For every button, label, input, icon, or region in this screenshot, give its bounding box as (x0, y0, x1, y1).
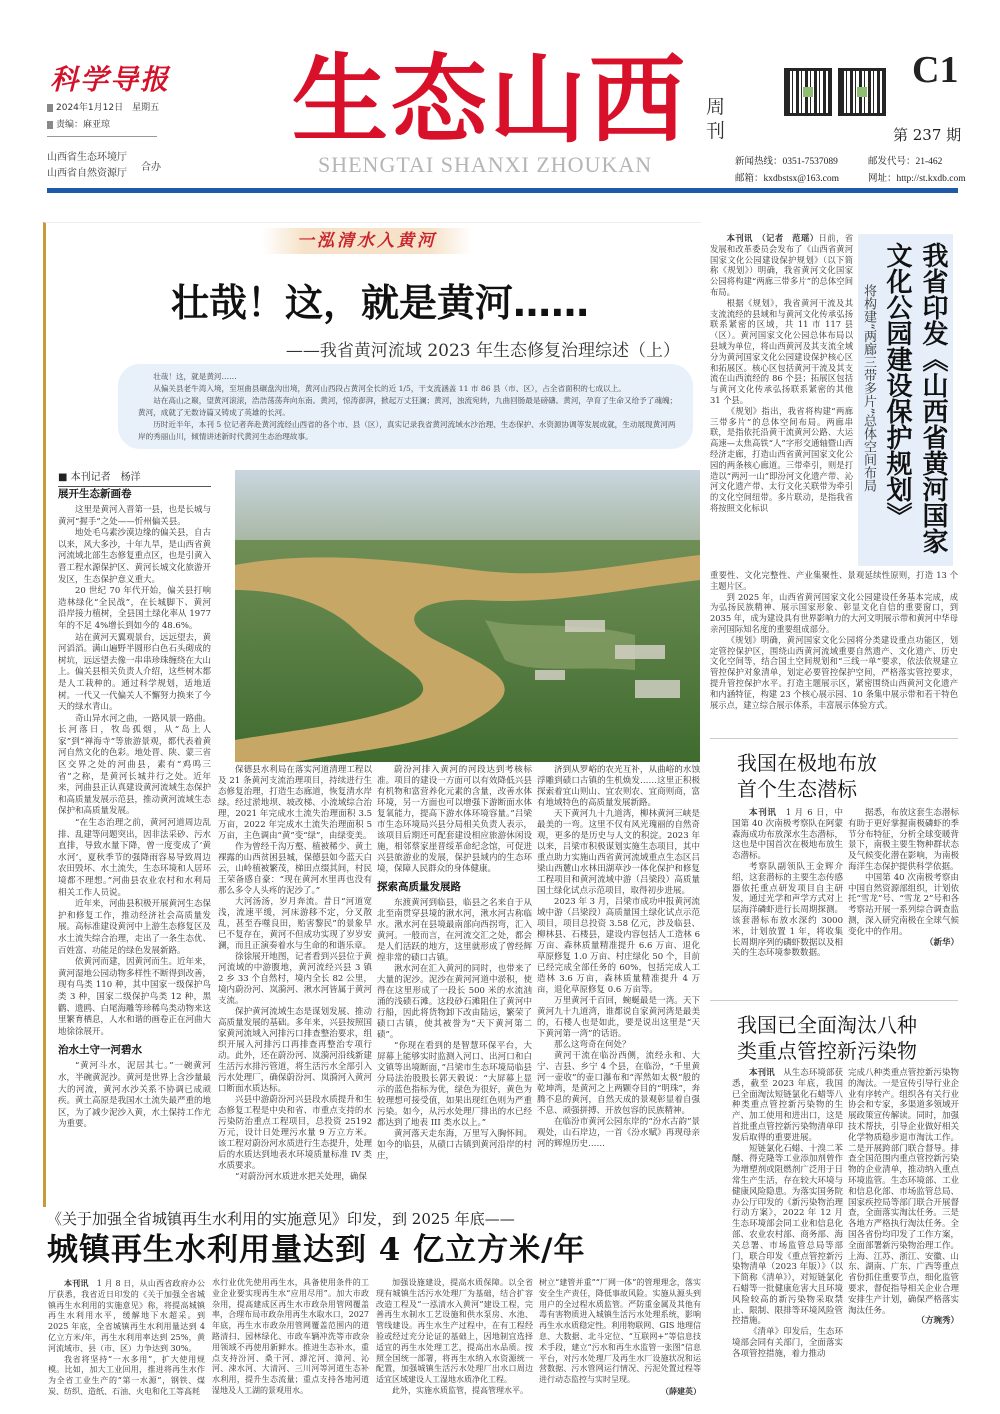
paragraph: 据悉，布放这套生态潜标有助于更好掌握南极磷虾的季节分布特征，分析全球变暖背景下，南极主要生物种群状态及气候变化潜在影响，为南极海洋生态保护提供科学依据。 (848, 808, 959, 872)
culture-park-headline-box (858, 234, 953, 566)
issue-number: 第 237 期 (893, 126, 962, 144)
paragraph: 湫水河在汇入黄河的同时，也带来了大量的泥沙。泥沙在黄河河道中淤积，使得在这里形成了一段长 500 米的水流汹涌的浅碛石滩。这段砂石滩阻住了黄河中行船，因此将货物卸下改由陆运，繁荣了碛口古镇，使其被誉为“天下黄河第二碛”。 (377, 964, 532, 1040)
lead-column-2 (218, 765, 372, 1183)
paragraph: 从生态环境部获悉，截至 2023 年底，我国已全面淘汰短链氯化石蜡等八种类重点管控新污染物的生产、加工使用和进出口，这是首批重点管控新污染物清单印发后取得的重要进展。 (732, 1068, 843, 1143)
source-credit: （方琬秀） (916, 1316, 959, 1327)
weekly-label: 周刊 (706, 96, 726, 142)
water-column-3 (376, 1278, 533, 1397)
pollutants-column-2 (848, 1068, 959, 1327)
paragraph: “你现在看到的是智慧环保平台，大屏幕上能够实时监测入河口、出河口和白文镇等出境断面，”吕梁市生态环境局临县分局法治股股长郭天毅说：“大屏幕上显示的蓝色指标为优，绿色为很好，黄色为较理想可接受值，如果出现红色则为严重污染。如今，从污水处理厂排出的水已经都达到了地表 III 类水以上。” (377, 1041, 532, 1128)
polar-column-2 (848, 808, 959, 948)
paragraph: 地处毛乌素沙漠边缘的偏关县，自古以来，风大多沙，十年九旱，是山西省黄河流域北部生态修复重点区，也是引黄入晋工程水源保护区、黄河长城文化旅游开发区，生态保护意义重大。 (58, 528, 212, 585)
paragraph: 天下黄河九十九道湾，柳林黄河三峡是最美的一弯。这里不仅有风光瑰丽的自然奇观，更多的是历史与人文的积淀。2023 年以来，吕梁市积极谋划实施生态项目，其中重点助力实施山西省黄河流域重点生态区吕梁山西麓山水林田湖草沙一体化保护和修复工程项目和黄河流域中游（吕梁段）高质量国土绿化试点示范项目，取得初步进展。 (537, 809, 700, 896)
sponsor: 山西省生态环境厅 (47, 152, 127, 163)
lead-column-3 (377, 765, 532, 1162)
dateline: 本刊讯 (749, 808, 777, 818)
masthead-rule (47, 188, 958, 193)
byline: ■ 本刊记者 杨洋 (58, 468, 211, 487)
paragraph: 兴县中游蔚汾河兴县段水质提升和生态修复工程是中央和省、市重点支持的水污染防治重点工程项目，总投资 25192 万元，设计日处理污水量 9 万立方米。该工程对蔚汾河水质进行生态提升，处理后的水质达到地表水环境质量标准 IV 类水质要求。 (218, 1095, 372, 1171)
source-credit: （薛建英） (661, 1385, 701, 1396)
culture-park-subtitle: 将构建“两廊三带多片”总体空间布局 (861, 284, 876, 493)
paragraph: 保护黄河流域生态是谋划发展、推动高质量发展的基础。多年来，兴县按照国家黄河流域入河排污口排查整治要求，组织开展入河排污口再排查再整治专项行动。此外，还在蔚汾河、岚漪河沿线新建生活污水排污管道，将生活污水全部引入污水处理厂，确保蔚汾河、岚漪河入黄河口断面水质达标。 (218, 1007, 372, 1094)
lead-subtitle: ——我省黄河流域 2023 年生态修复治理综述（上） (285, 341, 680, 361)
paragraph: 水行业优先使用再生水，具备使用条件的工业企业要实现再生水“应用尽用”。加大市政杂用，提高建成区再生水市政杂用管网覆盖率，合理布局市政杂用再生水取水口，2027 年底，再生水市政杂用管网覆盖范围内的道路清扫、园林绿化、市政车辆冲洗等市政杂用领域不再使用新鲜水。推进生态补水，重点支持汾河、桑干河、滹沱河、漳河、沁河、涑水河、大清河、三川河等河道生态补水利用，提升生态流量；重点支持各地河道湿地及人工湖的景观用水。 (212, 1278, 369, 1395)
source-credit: （新华） (924, 937, 959, 948)
lead-intro (118, 364, 693, 449)
divider (710, 738, 958, 739)
paragraph: 到 2025 年，山西省黄河国家文化公园建设任务基本完成，成为弘扬民族精神、展示国家形象、彰显文化自信的重要窗口，到 2035 年，成为建设具有世界影响力的大河文明展示带和黄河中华母亲河国际知名度的重要组成部分。 (710, 591, 958, 634)
paragraph: 作为曾经千沟万壑、植被稀少、黄土裸露的山西贫困县城，保德县如今蓝天白云，山岭植被繁茂，梯田点缀其间，村民王荣备感自豪：“现在黄河水里再也没有那么多令人头疼的泥沙了。” (218, 842, 372, 896)
sponsor: 山西省自然资源厅 (47, 168, 127, 179)
section-subhead: 治水土守一河碧水 (58, 1044, 142, 1057)
paragraph: 2023 年 3 月，吕梁市成功申报黄河流域中游（吕梁段）高质量国土绿化试点示范项目，项目总投资 3.58 亿元，涉及临县、柳林县、石楼县，建设内容包括人工造林 6 万亩、森林质量精准提升 6.6 万亩、退化草原修复 1.0 万亩、村庄绿化 50 个，目前已经完成全部任务的 60%，包括完成人工造林 3.6 万亩，森林质量精准提升 4 万亩，退化草原修复 0.6 万亩等。 (537, 897, 700, 995)
date-text: 2024年1月12日 星期五 (56, 103, 160, 113)
masthead-title: 生态山西 (292, 43, 688, 156)
water-kicker: 《关于加强全省城镇再生水利用的实施意见》印发，到 2025 年底—— (47, 1210, 515, 1228)
intro-paragraph: 历时近半年，本刊 5 位记者奔赴黄河流经山西省的各个市、县（区），真实记录我省黄河流域水沙治理、生态保护、水资源协调等发展成就，生动展现黄河两岸的秀丽山川，倾情讲述新时代黄河生态治理故事。 (138, 420, 676, 441)
paragraph: 《规划》明确，黄河国家文化公园将分类建设重点功能区，划定管控保护区，围绕山西黄河流域重要自然遗产、文化遗产、历史文化空间等，结合国土空间规划和“三线一单”要求，依法依规建立管控保护对象清单，划定必要管控保护空间，严格落实管控要求，提升管控保护水平。打造主题展示区，紧密围绕山西黄河文化遗产和内涵特征，构建 23 个核心展示园、10 条集中展示带和若干特色展示点，建立综合展示体系，丰富展示体验方式。 (710, 634, 958, 710)
paragraph: 考察队副领队王金辉介绍，这套潜标的主要生态传感器依托重点研发项目自主研发，通过光学和声学方式对上层海洋磷虾进行长周期探测。该套潜标布放水深约 3000 米，计划放置 1 年，将收集长周期序列的磷虾数据以及相关的生态环境参数数据。 (732, 861, 843, 959)
website[interactable]: 网址：http://st.kxdb.com (868, 174, 966, 184)
page-number: C1 (912, 49, 959, 91)
paragraph: 加强设施建设，提高水质保障。以全省现有城镇生活污水处理厂为基础，结合扩容改造工程及“一泓清水入黄河”建设工程，完善再生水制水工艺设施和供水泵房、水池、管线建设。再生水生产过程中，在有工程经验或经过充分论证的基础上，因地制宜选择适宜的再生水处理工艺，提高出水品质。按照全国统一部署，将再生水纳入水资源统一配置，加强城镇生活污水处理厂出水口周边适宜区域建设人工湿地水质净化工程。 (376, 1278, 533, 1385)
water-headline: 城镇再生水利用量达到 4 亿立方米/年 (47, 1232, 586, 1268)
sponsors (47, 150, 127, 182)
divider (47, 136, 157, 137)
paragraph: 黄河落天走东海，万里写入胸怀间。如今的临县，从碛口古镇到黄河沿岸的村庄， (377, 1129, 532, 1161)
paragraph: 树立“建管并重”“厂网一体”的管理理念，落实安全生产责任，降低事故风险。实施从源头到用户的全过程水质监管。严防重金属及其他有毒有害物质进入城镇生活污水处理系统，影响再生水水质稳定性。利用物联网、GIS 地理信息、大数据、北斗定位、“互联网+”等信息技术手段，建立“污水和再生水监管一张图”信息平台，对污水处理厂及再生水厂设施状况和运营数据、污水管网运行情况、污泥处置过程等进行动态监控与实时呈现。 (539, 1278, 701, 1385)
paragraph: 黄河干流在临汾西侧，流经永和、大宁、吉县、乡宁 4 个县，在临汾，“千里黄河一壶收”的壶口瀑布和“浑然如太极”般的乾坤湾，是黄河之上两颗夺目的“明珠”，奔腾不息的黄河，自然天成的景观彰显着自强不息、顽强拼搏、开放包容的民族精神。 (537, 1051, 700, 1116)
cohost-label: 合办 (141, 162, 161, 173)
divider (710, 1000, 958, 1001)
section-subhead: 探索高质量发展路 (377, 881, 461, 893)
qr-code-icon (784, 68, 832, 116)
paragraph: “对蔚汾河水质进水把关处理，确保 (235, 1172, 367, 1182)
pollutants-headline: 我国已全面淘汰八种类重点管控新污染物 (737, 1013, 917, 1063)
issue-date (47, 100, 159, 113)
editor-text: 责编：麻亚琼 (56, 120, 111, 130)
dateline: 本刊讯 （记者 范瑶） (726, 233, 819, 243)
sky (235, 470, 700, 540)
polar-headline: 我国在极地布放首个生态潜标 (737, 751, 877, 801)
paragraph: 1 月 6 日，中国第 40 次南极考察队在阿蒙森海成功布放深水生态潜标，这也是中国首次在极地布放生态潜标。 (732, 808, 843, 862)
intro-paragraph: 从偏关县老牛湾入境，至垣曲县碾盘沟出境，黄河山西段占黄河全长的近 1/5，干支流涵盖 11 市 86 县（市、区），占全省面积的七成以上。 (153, 384, 626, 393)
hotline: 新闻热线：0351-7537089 (735, 157, 838, 167)
byline-text: 本刊记者 杨洋 (70, 472, 141, 483)
section-banner: 一泓清水入黄河 (262, 228, 472, 254)
paragraph: 济到从罗峪的农光互补，从曲峪的水蚀浮雕到碛口古镇的生机焕发……这里正积极探索着宜山则山、宜农则农、宜商则商，富有地域特色的高质量发展新路。 (537, 765, 700, 808)
lead-column-1 (58, 488, 211, 1131)
paragraph: 《清单》印发后，生态环境部会同有关部门，全面落实各项管控措施，着力推动 (732, 1327, 843, 1359)
email: 邮箱：kxdbstsx@163.com (735, 174, 840, 184)
editor (47, 117, 110, 130)
paragraph: 站在黄河天翼观景台，远远望去，黄河滔滔。满山遍野半圆形白色石头砌成的树坑，远远望去像一串串珍珠缠绕在大山上。偏关县相关负责人介绍，这些树木都是人工栽种的。通过科学规划，适地适树。一代又一代偏关人不懈努力换来了今天的绿水青山。 (58, 632, 212, 713)
qr-code-icon (838, 68, 886, 116)
masthead-english: SHENGTAI SHANXI ZHOUKAN (318, 152, 653, 177)
paragraph: 徐徐展开地图，记者看到兴县位于黄河流域的中游腹地，黄河流经兴县 3 镇 2 乡 33 个自然村，境内全长 82 公里，境内蔚汾河、岚漪河、湫水河皆属于黄河支流。 (218, 952, 372, 1006)
paragraph: 近年来，河曲县积极开展黄河生态保护和修复工作，推动经济社会高质量发展。高标准建设黄河中上游生态修复区及水土流失综合治理，走出了一条生态优、百姓富、功能足的绿色发展新路。 (58, 899, 212, 956)
paragraph: 完成八种类重点管控新污染物的淘汰。一是宣传引导行业企业有序转产。组织各有关行业协会和专家，多渠道多领域开展政策宣传解读。同时，加强技术帮扶，引导企业做好相关化学物质稳步退市淘汰工作。二是开展跨部门联合督导。排查全国范围内重点管控新污染物的企业清单，推动纳入重点环境监管。生态环境部、工业和信息化部、市场监管总局、国家疾控局等部门联合开展督查，全面落实淘汰任务。三是各地方严格执行淘汰任务。全国各省份均印发了工作方案，全面部署新污染物治理工作。上海、江苏、浙江、安徽、山东、湖南、广东、广西等重点省份抓住重要节点，细化监管要求，督促指导相关企业合理安排生产计划，确保严格落实淘汰任务。 (848, 1068, 959, 1316)
paragraph: 奇山异水河之曲，一路风景一路曲。长河落日，牧岛孤烟，从“岛上人家”到“禅海寺”等旅游景观，都代表着黄河自然文化的色彩。地处晋、陕、蒙三省区交界之处的河曲县，素有“鸡鸣三省”之称，是黄河长城并行之处。近年来，河曲县正认真建设黄河流域生态保护和高质量发展示范县，推动黄河流域生态保护和高质量发展。 (58, 713, 212, 817)
culture-park-continued (710, 570, 958, 710)
paragraph: 那么这弯奇在何处？ (554, 1040, 631, 1050)
paragraph: 根据《规划》，我省黄河干流及其支流流经的县域和与黄河文化传承弘扬联系紧密的区域，共 11 市 117 县（区）。黄河国家文化公园总体布局以县域为单位，将山西黄河及其支流全域分为黄河国家文化公园建设保护核心区和拓展区。核心区包括黄河干流及其支流在山西流经的 86 个县；拓展区包括与黄河文化传承弘扬联系紧密的其他 31 个县。 (710, 297, 853, 405)
paragraph: 万里黄河千百回，蜿蜒最是一湾。天下黄河九十九道湾，谁都说自家黄河湾是最美的，石楼人也是如此，要是说出这里是“天下黄河第一湾”的话语。 (537, 996, 700, 1039)
dateline: 本刊讯 (749, 1068, 775, 1078)
paragraph: 大河汤汤，岁月奔流。昔日“河道宽浅，流速平缓，河床游移不定，分叉散乱，甚至吞噬良田，贻害黎民”的景象早已不复存在，黄河不但成功实现了岁岁安澜，而且正演奏着水与生命的和谐乐章。 (218, 897, 372, 951)
postcode: 邮发代号：21-462 (868, 157, 943, 167)
paragraph: 重要性、文化完整性、产业集聚性、景观延续性原则，打造 13 个主题片区。 (710, 570, 958, 591)
intro-paragraph: 站在高山之巅，望黄河滚滚，浩浩荡荡奔向东南。黄河，惊涛澎湃，掀起万丈狂澜；黄河，浊流宛转，九曲回肠最是磅礴。黄河，孕育了生命又给予了魂魄；黄河，成就了无数诗篇又铸成了英雄的长河。 (138, 396, 678, 417)
yellow-river-photo (235, 470, 700, 762)
paragraph: 我省将坚持“一水多用”，扩大使用规模。比如，加大工业回用，推进将再生水作为全省工业生产的“第一水源”，钢铁、煤炭、纺织、造纸、石油、火电和化工等高耗 (48, 1354, 205, 1396)
paper-logo: 科学导报 (50, 63, 171, 96)
paragraph: 这里是黄河入晋第一县，也是长城与黄河“握手”之处——忻州偏关县。 (58, 505, 212, 527)
water-column-1 (48, 1278, 205, 1398)
paragraph: 在临汾市黄河公园东岸的“汾水古韵”景观处，山石岸边，一首《汾水赋》再现母亲河的辉煌历史…… (537, 1117, 700, 1149)
lead-headline: 壮哉！这，就是黄河…… (170, 281, 589, 325)
paragraph: “在生态治理之前，黄河河道周边乱排、乱建等问题突出，因非法采砂、污水直排，导致水量下降，曾一度变成了‘黄水河’，夏秋季节的强降雨容易导致周边农田毁坏、水土流失，生态环境和人居环境都不理想。”河曲县农业农村和水利局相关工作人员说。 (58, 818, 212, 898)
polar-column-1 (732, 808, 843, 959)
paragraph: 日前，省发展和改革委员会发布了《山西省黄河国家文化公园建设保护规划》（以下简称《规划》）明确，我省黄河文化国家公园将构建“两廊三带多片”的总体空间布局。 (710, 233, 853, 297)
paragraph: 此外，实施水质监管，提高管理水平。 (392, 1385, 528, 1395)
culture-park-headline: 我省印发《山西省黄河国家文化公园建设保护规划》 (882, 242, 948, 554)
paragraph: “黄河斗水，泥居其七。”一碗黄河水，半碗黄泥沙。黄河是世界上含沙量最大的河流，黄河水沙关系不协调已成顽疾。黄土高原是我国水土流失最严重的地区，为了减少泥沙入黄，水土保持工作尤为重要。 (58, 1061, 212, 1130)
water-column-4 (539, 1278, 701, 1397)
dateline: 本刊讯 (64, 1278, 89, 1288)
paragraph: 蔚汾河排入黄河的河段达到考核标准。项目的建设一方面可以有效降低兴县有机物和富营养化元素的含量，改善水体环境，另一方面也可以增强下游断面水体复氧能力，提高下游水体环境容量。”吕梁市生态环境局兴县分局相关负责人表示，该项目后期还可配套建设相应旅游休闲设施，相邻蔡家崖晋绥革命纪念馆，可促进兴县旅游业的发展，保护县域内的生态环境，保障人民群众的身体健康。 (377, 765, 532, 874)
paragraph: 东渡黄河到临县，临县之名来自于从北至南贯穿县境的湫水河，湫水河古称临水。湫水河在县境最南部向西拐弯，汇入黄河。一般而言，在河流交汇之处，都会是人们活跃的地方，这里就形成了曾经辉煌非常的碛口古镇。 (377, 898, 532, 963)
pollutants-column-1 (732, 1068, 843, 1360)
paragraph: 短链氯化石蜡、十溴二苯醚、得克隆等工业添加剂曾作为增塑剂或阻燃剂广泛用于日常生产生活，存在较大环境与健康风险隐患。为落实国务院办公厅印发的《新污染物治理行动方案》，2022 年 12 月生态环境部会同工业和信息化部、农业农村部、商务部、海关总署、市场监管总局等部门，联合印发《重点管控新污染物清单（2023 年版）》（以下简称《清单》），对短链氯化石蜡等一批健康危害大且环境风险较高的新污染物采取禁止、限制、限排等环境风险管控措施。 (732, 1143, 843, 1327)
lead-column-4 (537, 765, 700, 1150)
paragraph: 20 世纪 70 年代开始，偏关县打响造林绿化“全民战”，在长城脚下、黄河沿岸接力植树，全县国土绿化率从 1977 年的不足 4%增长到如今的 48.6%。 (58, 586, 211, 631)
paragraph: 依黄河而建，因黄河而生。近年来，黄河湿地公园动物多样性不断得到改善，现有鸟类 110 种，其中国家一级保护鸟类 3 种，国家二级保护鸟类 12 种，黑鹳、遗鸥、白尾海雕等珍稀鸟类动物来这里繁育栖息，人水和谐的画卷正在河曲大地徐徐展开。 (58, 957, 212, 1037)
paragraph: 保德县水利局在落实河道清理工程以及 21 条黄河支流治理项目，持续进行生态修复治理，打造生态廊道，恢复清水岸绿。经过淤地坝、坡改梯、小流域综合治理，2021 年完成水土流失治理面积 3.5 万亩，2022 年完成水土流失治理面积 5 万亩，主色调由“黄”变“绿”，由绿变美。 (218, 765, 372, 841)
intro-paragraph: 壮哉！这，就是黄河…… (153, 372, 237, 381)
paragraph: 1 月 8 日，从山西省政府办公厅获悉，我省近日印发的《关于加强全省城镇再生水利用的实施意见》称，将提高城镇再生水利用水平，缓解地下水超采。到 2025 年底，全省城镇再生水利用量达到 4 亿立方米/年，再生水利用率达到 25%，黄河流域市、县（市、区）力争达到 30%。 (48, 1279, 205, 1353)
paragraph: 中国第 40 次南极考察由中国自然资源部组织，计划依托“雪龙”号、“雪龙 2”号和各考察站开展一系列综合调查监测，深入研究南极在全球气候变化中的作用。 (848, 872, 959, 937)
culture-park-column (710, 233, 853, 514)
water-column-2 (212, 1278, 369, 1397)
paragraph: 《规划》指出，我省将构建“两廊三带多片”的总体空间布局。两廊串联，是指依托沿黄干流黄河公路、大运高速—太焦高铁“人”字形交通轴暨山西经济走廊，打造山西省黄河国家文化公园的两条核心廊道。三带牵引，则是打造以“两河一山”即汾河文化遗产带、沁河文化遗产带、太行文化关联带为牵引的文化空间纽带。多片联动，是指我省将按照文化标识 (710, 405, 853, 513)
section-subhead: 展开生态新画卷 (58, 488, 132, 500)
